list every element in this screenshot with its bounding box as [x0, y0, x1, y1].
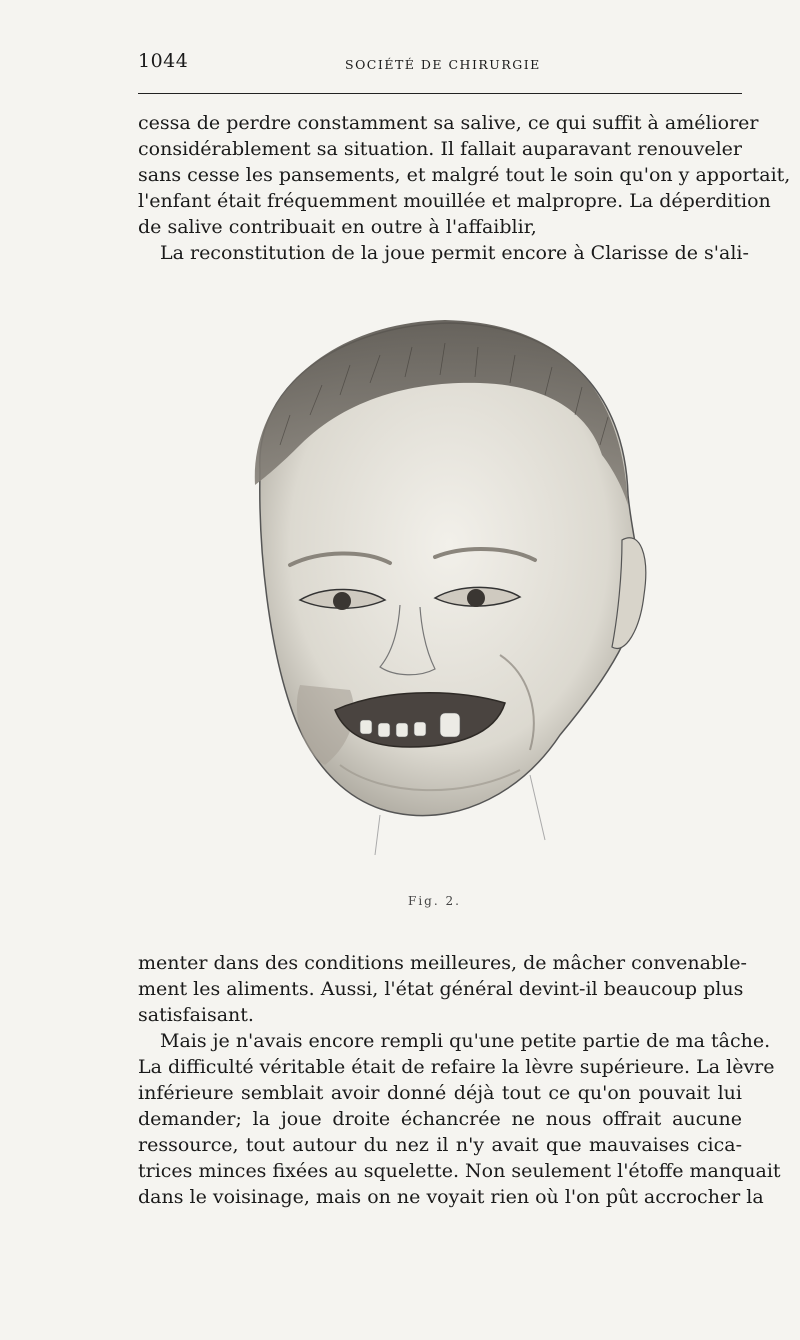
running-head: SOCIÉTÉ DE CHIRURGIE: [345, 57, 541, 72]
text-line: trices minces fixées au squelette. Non seulement l'étoffe manquait: [138, 1160, 781, 1182]
text-line: ressource, tout autour du nez il n'y avait que mauvaises cica-: [138, 1134, 742, 1156]
text-line: satisfaisant.: [138, 1004, 254, 1026]
text-line: inférieure semblait avoir donné déjà tout ce qu'on pouvait lui: [138, 1082, 742, 1104]
text-line: La reconstitution de la joue permit encore à Clarisse de s'ali-: [160, 242, 749, 264]
text-line: sans cesse les pansements, et malgré tout le soin qu'on y apportait,: [138, 164, 791, 186]
text-line: considérablement sa situation. Il fallait auparavant renouveler: [138, 138, 742, 160]
text-line: menter dans des conditions meilleures, de mâcher convenable-: [138, 952, 747, 974]
figure-caption: Fig. 2.: [408, 894, 461, 908]
text-line: de salive contribuait en outre à l'affaiblir,: [138, 216, 537, 238]
figure-illustration: [230, 295, 650, 865]
text-line: cessa de perdre constamment sa salive, ce qui suffit à améliorer: [138, 112, 759, 134]
header-rule: [138, 93, 742, 94]
paragraph-top: [138, 110, 791, 266]
text-line: ment les aliments. Aussi, l'état général devint-il beaucoup plus: [138, 978, 744, 1000]
text-line: Mais je n'avais encore rempli qu'une petite partie de ma tâche.: [160, 1030, 771, 1052]
text-line: La difficulté véritable était de refaire la lèvre supérieure. La lèvre: [138, 1056, 775, 1078]
text-line: demander; la joue droite échancrée ne nous offrait aucune: [138, 1108, 742, 1130]
text-line: dans le voisinage, mais on ne voyait rien où l'on pût accrocher la: [138, 1186, 764, 1208]
page-number: 1044: [138, 50, 189, 72]
paragraph-bottom: [138, 950, 781, 1210]
text-line: l'enfant était fréquemment mouillée et malpropre. La déperdition: [138, 190, 771, 212]
